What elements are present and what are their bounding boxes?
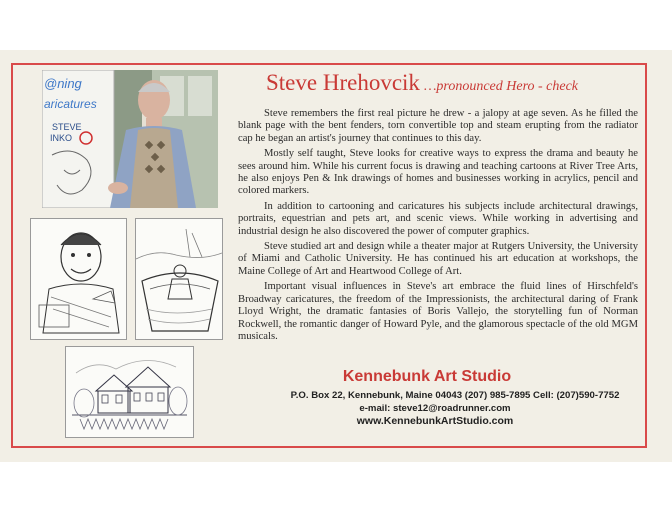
boat-sketch [135, 218, 223, 340]
bio-paragraph: Mostly self taught, Steve looks for creative ways to express the drama and beauty he sees around him. While his current focus is drawing and teaching cartoons at River Tree Arts, he also enjoys Pen & Ink drawings of homes and businesses working in acrylics, pencil and colored markers. [238, 148, 638, 197]
pronunciation: …pronounced Hero - check [423, 79, 579, 94]
biography [238, 108, 638, 346]
bio-paragraph: Steve remembers the first real picture he drew - a jalopy at age seven. As he filled the blank page with the bent fenders, torn convertible top and steam erupting from the radiator cap he began an artist's journey that continues to this day. [238, 108, 638, 144]
studio-email: e-mail: steve12@roadrunner.com [359, 402, 511, 414]
studio-contact [240, 368, 630, 428]
house-sketch [65, 346, 194, 438]
bio-paragraph: Important visual influences in Steve's art embrace the fluid lines of Hirschfeld's Broadway caricatures, the freedom of the Impressionists, the architectural daring of Frank Lloyd Wright, the dramatic fantasies of Boris Vallejo, the storytelling fun of Norman Rockwell, the romantic danger of Howard Pyle, and the glamorous spectacle of the old MGM musicals. [238, 281, 638, 342]
page-title [266, 70, 578, 96]
caricature-sketch [30, 218, 127, 340]
bio-paragraph: Steve studied art and design while a theater major at Rutgers University, the University of Miami and Catholic University. He has continued his art education at workshops, the Maine College of Art and Heartwood College of Art. [238, 241, 638, 277]
sign-line-1: @ning [44, 76, 82, 91]
studio-website: www.KennebunkArtStudio.com [356, 415, 514, 427]
artist-name: Steve Hrehovcik [266, 70, 420, 95]
sign-line-2: aricatures [44, 97, 97, 111]
sign-line-4: INKO [50, 133, 73, 143]
sign-line-3: STEVE [52, 122, 82, 132]
artist-photo [42, 70, 218, 208]
bio-paragraph: In addition to cartooning and caricatures his subjects include architectural drawings, portraits, equestrian and pets art, and scenic views. While working in advertising and industrial design he also discovered the power of computer graphics. [238, 200, 638, 237]
studio-name: Kennebunk Art Studio [342, 368, 512, 385]
flyer-card [0, 50, 672, 462]
studio-address-phone: P.O. Box 22, Kennebunk, Maine 04043 (207) 985-7895 Cell: (207)590-7752 [290, 390, 620, 401]
